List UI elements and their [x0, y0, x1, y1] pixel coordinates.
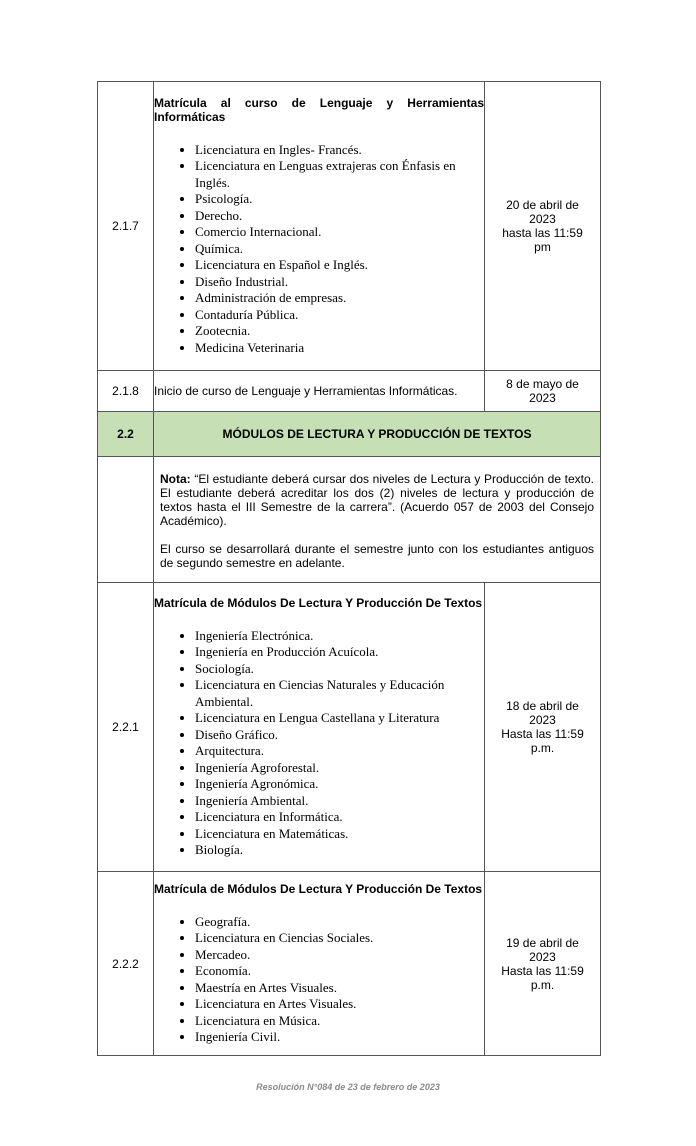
date-line: 8 de mayo de [506, 377, 579, 391]
note-label: Nota: [160, 471, 191, 486]
list-item: • Licenciatura en Artes Visuales. [195, 996, 484, 1013]
item-date [485, 82, 601, 371]
empty-cell [98, 457, 154, 583]
item-date [485, 583, 601, 872]
list-item: • Licenciatura en Español e Inglés. [195, 257, 484, 274]
list-item: • Licenciatura en Matemáticas. [195, 826, 484, 843]
list-item: • Licenciatura en Ciencias Naturales y Educación Ambiental. [195, 677, 484, 710]
note-text: “El estudiante deberá cursar dos niveles de Lectura y Producción de texto. El estudiante deberá acreditar los dos (2) niveles de lectura y producción de textos hasta el III Semestre de la carrera”. (Acuerdo 057 de 2003 del Consejo Académico). [160, 471, 594, 528]
list-item: • Geografía. [195, 914, 484, 931]
item-description [154, 872, 485, 1056]
date-line: 2023 [529, 949, 556, 964]
note-paragraph: El curso se desarrollará durante el semestre junto con los estudiantes antiguos de segundo semestre en adelante. [160, 541, 594, 570]
table-row [98, 457, 601, 583]
item-description: Inicio de curso de Lenguaje y Herramientas Informáticas. [154, 371, 485, 412]
item-description [154, 82, 485, 371]
list-item: • Derecho. [195, 208, 484, 225]
table-row [98, 82, 601, 371]
list-item: • Licenciatura en Ciencias Sociales. [195, 930, 484, 947]
list-item: • Comercio Internacional. [195, 224, 484, 241]
date-line: hasta las 11:59 [502, 226, 583, 240]
date-line: 2023 [529, 391, 556, 405]
list-item: • Contaduría Pública. [195, 307, 484, 324]
list-item: • Mercadeo. [195, 947, 484, 964]
date-line: 20 de abril de [506, 198, 579, 212]
list-item: • Licenciatura en Lenguas extrajeras con Énfasis en Inglés. [195, 158, 484, 191]
date-line: Hasta las 11:59 [501, 727, 584, 741]
list-item: • Ingeniería Agronómica. [195, 776, 484, 793]
page-footer: Resolución N°084 de 23 de febrero de 2023 [256, 1082, 440, 1092]
list-item: • Economía. [195, 963, 484, 980]
note-cell [154, 457, 601, 583]
table-row [98, 872, 601, 1056]
program-list [154, 142, 484, 357]
date-line: 19 de abril de [506, 935, 579, 950]
item-date [485, 371, 601, 412]
item-number: 2.2.2 [98, 872, 154, 1056]
list-item: • Maestría en Artes Visuales. [195, 980, 484, 997]
program-list [154, 914, 484, 1046]
list-item: • Ingeniería Ambiental. [195, 793, 484, 810]
section-header-row [98, 412, 601, 457]
list-item: • Sociología. [195, 661, 484, 678]
schedule-table [97, 81, 601, 1056]
section-title: MÓDULOS DE LECTURA Y PRODUCCIÓN DE TEXTOS [154, 412, 601, 457]
date-line: 2023 [529, 713, 556, 727]
item-title: Matrícula al curso de Lenguaje y Herramientas Informáticas [154, 95, 484, 124]
program-list [154, 628, 484, 859]
item-title: Matrícula de Módulos De Lectura Y Producción De Textos [154, 595, 483, 610]
date-line: Hasta las 11:59 [501, 963, 584, 978]
date-line: 18 de abril de [506, 699, 579, 713]
list-item: • Química. [195, 241, 484, 258]
item-number: 2.1.7 [98, 82, 154, 371]
item-number: 2.1.8 [98, 371, 154, 412]
list-item: • Licenciatura en Lengua Castellana y Literatura [195, 710, 484, 727]
table-row [98, 371, 601, 412]
date-line: pm [534, 240, 551, 254]
list-item: • Diseño Gráfico. [195, 727, 484, 744]
list-item: • Psicología. [195, 191, 484, 208]
table-row [98, 583, 601, 872]
section-number: 2.2 [98, 412, 154, 457]
list-item: • Ingeniería en Producción Acuícola. [195, 644, 484, 661]
list-item: • Licenciatura en Música. [195, 1013, 484, 1030]
list-item: • Ingeniería Civil. [195, 1029, 484, 1046]
list-item: • Licenciatura en Informática. [195, 809, 484, 826]
list-item: • Administración de empresas. [195, 290, 484, 307]
item-title: Matrícula de Módulos De Lectura Y Producción De Textos [154, 881, 483, 896]
date-line: p.m. [530, 977, 555, 992]
note-paragraph [160, 472, 594, 528]
item-date [485, 872, 601, 1056]
item-number: 2.2.1 [98, 583, 154, 872]
date-line: p.m. [530, 741, 555, 755]
list-item: • Arquitectura. [195, 743, 484, 760]
list-item: • Biología. [195, 842, 484, 859]
item-description [154, 583, 485, 872]
list-item: • Ingeniería Electrónica. [195, 628, 484, 645]
list-item: • Licenciatura en Ingles- Francés. [195, 142, 484, 159]
list-item: • Medicina Veterinaria [195, 340, 484, 357]
date-line: 2023 [529, 212, 556, 226]
list-item: • Zootecnia. [195, 323, 484, 340]
list-item: • Diseño Industrial. [195, 274, 484, 291]
list-item: • Ingeniería Agroforestal. [195, 760, 484, 777]
